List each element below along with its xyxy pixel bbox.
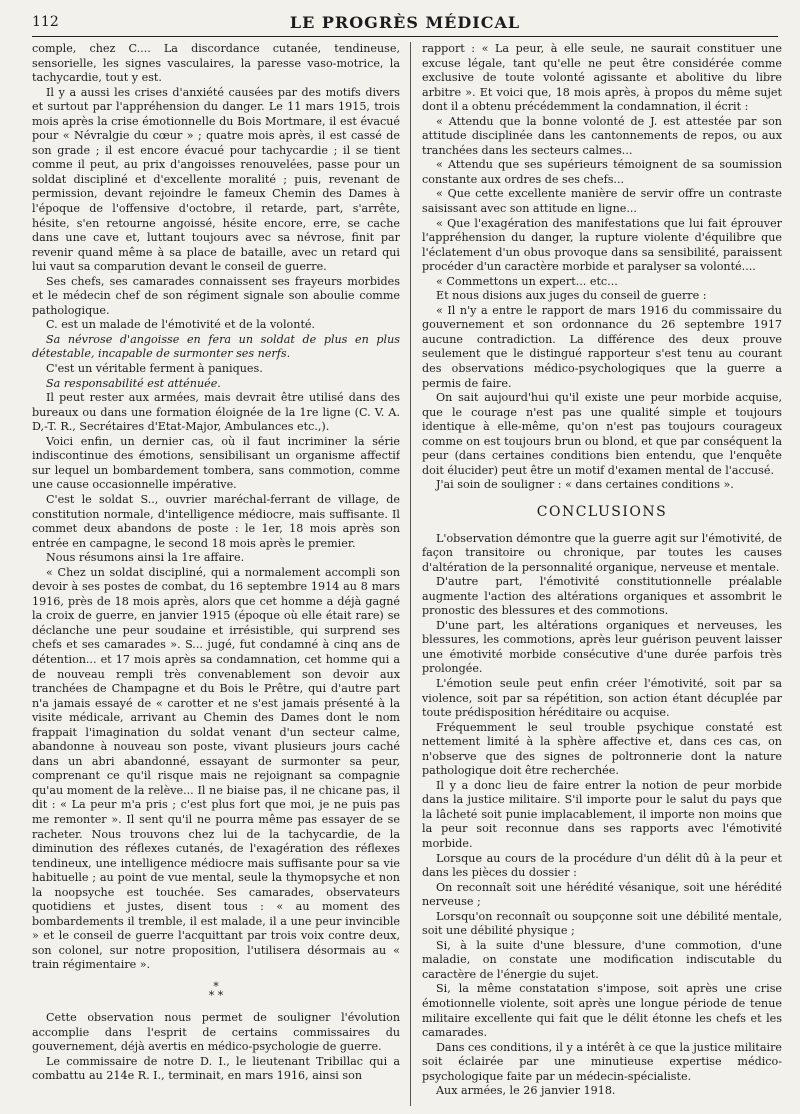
paragraph: C. est un malade de l'émotivité et de la volonté. xyxy=(46,318,316,332)
paragraph: « Il n'y a entre le rapport de mars 1916 du commissaire du gouvernement et son ordonnance du 26 septembre 1917 aucune contradiction. La différence des deux prouve seulement que le distingué rapporteur s'est tenu au courant des observations médico-psychologiques que la guerre a permis de faire. xyxy=(422,303,782,390)
paragraph: « Chez un soldat discipliné, qui a normalement accompli son devoir à ses postes de combat, du 16 septembre 1914 au 8 mars 1916, près de 18 mois après, alors que cet homme a déjà gagné la croix de guerre, en janvier 1915 (époque où elle était rare) se déclanche une peur soudaine et irrésistible, qui surprend ses chefs et ses camarades ». S... jugé, fut condamné à cinq ans de détention... et 17 mois après sa condamnation, cet homme qui a de nouveau rempli très convenablement son devoir aux tranchées de Champagne et du Bois le Prêtre, qui d'autre part n'a jamais essayé de « carotter et ne s'est jamais présenté à la visite médicale, arrivant au Chemin des Dames dont le nom frappait l'imagination du soldat venant d'un secteur calme, abandonne à nouveau son poste, vivant plusieurs jours caché dans un abri abandonné, essayant de surmonter sa peur, comprenant ce qu'il risque mais ne rejoignant sa compagnie qu'au moment de la relève... Il ne biaise pas, il ne chicane pas, il dit : « La peur m'a pris ; c'est plus fort que moi, je ne puis pas me remonter ». Il sent qu'il ne pourra même pas essayer de se racheter. Nous trouvons chez lui de la tachycardie, de la diminution des réflexes cutanés, de l'exagération des réflexes tendineux, une intelligence médiocre mais suffisante pour sa vie habituelle ; au point de vue mental, seule la thymopsyche et non la noopsyche est touchée. Ses camarades, observateurs quotidiens et justes, disent tous : « au moment des bombardements il tremble, il est malade, il a une peur invincible » et le conseil de guerre l'acquittant par trois voix contre deux, son colonel, sur notre proposition, l'utilisera désormais au « train régimentaire ». xyxy=(32,565,400,972)
paragraph: Lorsque au cours de la procédure d'un délit dû à la peur et dans les pièces du dossier : xyxy=(422,851,782,880)
paragraph: Il y a aussi les crises d'anxiété causées par des motifs divers et surtout par l'appréhension du danger. Le 11 mars 1915, trois mois après la crise émotionnelle du Bois Mortmare, il est évacué pour « Névralgie du cœur » ; quatre mois après, il est cassé de son grade ; il est encore évacué pour tachycardie ; il se tient comme il peut, au prix d'angoisses renouvelées, passe pour un soldat discipliné et d'excellente moralité ; puis, revenant de permission, devant rejoindre le fameux Chemin des Dames à l'époque de l'offensive d'octobre, il retarde, part, s'arrête, hésite, s'en retourne angoissé, hésite encore, erre, se cache dans une cave et, luttant toujours avec sa névrose, finit par revenir quand même à sa place de bataille, avec un retard qui lui vaut sa comparution devant le conseil de guerre. xyxy=(32,85,400,274)
paragraph: Si, à la suite d'une blessure, d'une commotion, d'une maladie, on constate une modification indiscutable du caractère de l'énergie du sujet. xyxy=(422,938,782,981)
paragraph: Voici enfin, un dernier cas, où il faut incriminer la série indiscontinue des émotions, sensibilisant un organisme affectif sur lequel un bombardement tombera, sans commotion, comme une cause occasionnelle impérative. xyxy=(32,434,400,492)
section-stars: * * * xyxy=(208,980,224,1002)
paragraph: Cette observation nous permet de souligner l'évolution accomplie dans l'esprit de certains commissaires du gouvernement, déjà avertis en médico-psychologie de guerre. xyxy=(32,1011,400,1054)
paragraph: « Attendu que ses supérieurs témoignent de sa soumission constante aux ordres de ses chefs... xyxy=(422,158,782,186)
paragraph: L'émotion seule peut enfin créer l'émotivité, soit par sa violence, soit par sa répétition, son action étant décuplée par toute prédisposition héréditaire ou acquise. xyxy=(422,676,782,720)
paragraph: Sa responsabilité est atténuée. xyxy=(46,376,221,390)
paragraph: Il peut rester aux armées, mais devrait être utilisé dans des bureaux ou dans une formation éloignée de la 1re ligne (C. V. A. D,-T. R., Secrétaires d'Etat-Major, Ambulances etc.,). xyxy=(32,391,400,434)
paragraph: D'autre part, l'émotivité constitutionnelle préalable augmente l'action des altérations organiques et assombrit le pronostic des blessures et des commotions. xyxy=(422,575,782,618)
paragraph: L'observation démontre que la guerre agit sur l'émotivité, de façon transitoire ou chronique, par toutes les causes d'altération de la personnalité organique, nerveuse et mentale. xyxy=(422,531,782,574)
paragraph: comple, chez C.... La discordance cutanée, tendineuse, sensorielle, les signes vasculaires, la paresse vaso-motrice, la tachycardie, tout y est. xyxy=(32,42,400,85)
paragraph: Lorsqu'on reconnaît ou soupçonne soit une débilité mentale, soit une débilité physique ; xyxy=(422,909,782,938)
paragraph: Et nous disions aux juges du conseil de guerre : xyxy=(436,289,707,303)
paragraph: C'est le soldat S.., ouvrier maréchal-ferrant de village, de constitution normale, d'intelligence médiocre, mais suffisante. Il commet deux abandons de poste : le 1er, 18 mois après son entrée en campagne, le second 18 mois après le premier. xyxy=(32,492,400,550)
page-header xyxy=(32,10,778,37)
paragraph: Sa névrose d'angoisse en fera un soldat de plus en plus détestable, incapable de surmonter ses nerfs. xyxy=(32,332,400,361)
paragraph: Dans ces conditions, il y a intérêt à ce que la justice militaire soit éclairée par une minutieuse expertise médico-psychologique faite par un médecin-spécialiste. xyxy=(422,1040,782,1083)
paragraph: D'une part, les altérations organiques et nerveuses, les blessures, les commotions, après leur guérison peuvent laisser une émotivité morbide consécutive d'une durée parfois très prolongée. xyxy=(422,618,782,676)
paragraph: « Que cette excellente manière de servir offre un contraste saisissant avec son attitude en ligne... xyxy=(422,187,782,216)
paragraph: Le commissaire de notre D. I., le lieutenant Tribillac qui a combattu au 214e R. I., terminait, en mars 1916, ainsi son xyxy=(32,1054,400,1083)
page-number: 112 xyxy=(32,14,59,30)
paragraph: J'ai soin de souligner : « dans certaines conditions ». xyxy=(436,478,734,492)
paragraph: Il y a donc lieu de faire entrer la notion de peur morbide dans la justice militaire. S'il importe pour le salut du pays que la lâcheté soit punie implacablement, il importe non moins que la peur soit reconnue dans ses rapports avec l'émotivité morbide. xyxy=(422,778,782,850)
paragraph: C'est un véritable ferment à paniques. xyxy=(46,362,263,376)
running-title: LE PROGRÈS MÉDICAL xyxy=(289,13,521,32)
signature-line: Aux armées, le 26 janvier 1918. xyxy=(436,1084,616,1098)
conclusions-heading: CONCLUSIONS xyxy=(536,503,668,520)
paragraph: Si, la même constatation s'impose, soit après une crise émotionnelle violente, soit après une longue période de tenue militaire excellente qui fait que le délit étonne les chefs et les camarades. xyxy=(422,982,782,1040)
paragraph: « Attendu que la bonne volonté de J. est attestée par son attitude disciplinée dans les cantonnements de repos, ou aux tranchées dans les secteurs calmes... xyxy=(422,114,782,157)
paragraph: On reconnaît soit une hérédité vésanique, soit une hérédité nerveuse ; xyxy=(422,880,782,909)
column-rule xyxy=(410,42,411,1106)
paragraph: Fréquemment le seul trouble psychique constaté est nettement limité à la sphère affective et, dans ces cas, on n'observe que des signes de poltronnerie dont la nature pathologique doit être recherchée. xyxy=(422,720,782,778)
paragraph: Nous résumons ainsi la 1re affaire. xyxy=(46,551,245,565)
paragraph: On sait aujourd'hui qu'il existe une peur morbide acquise, que le courage n'est pas une qualité simple et toujours identique à elle-même, qu'on n'est pas toujours courageux comme on est toujours brun ou blond, et que par conséquent la peur (dans certaines conditions bien entendu, que l'enquête doit élucider) peut être un motif d'examen mental de l'accusé. xyxy=(422,391,782,477)
paragraph: « Que l'exagération des manifestations que lui fait éprouver l'appréhension du danger, la rupture violente d'équilibre que l'éclatement d'un obus provoque dans sa sensibilité, paraissent procéder d'un caractère morbide et paralyser sa volonté.... xyxy=(422,216,782,274)
paragraph: « Commettons un expert... etc... xyxy=(436,274,618,288)
right-column xyxy=(422,42,782,1106)
paragraph: Ses chefs, ses camarades connaissent ses frayeurs morbides et le médecin chef de son régiment signale son aboulie comme pathologique. xyxy=(32,274,400,317)
left-column xyxy=(32,42,400,1106)
paragraph: rapport : « La peur, à elle seule, ne saurait constituer une excuse légale, tant qu'elle ne peut être considérée comme exclusive de toute volonté agissante et abolitive du libre arbitre ». Et voici que, 18 mois après, à propos du même sujet dont il a obtenu précédemment la condamnation, il écrit : xyxy=(422,42,782,114)
